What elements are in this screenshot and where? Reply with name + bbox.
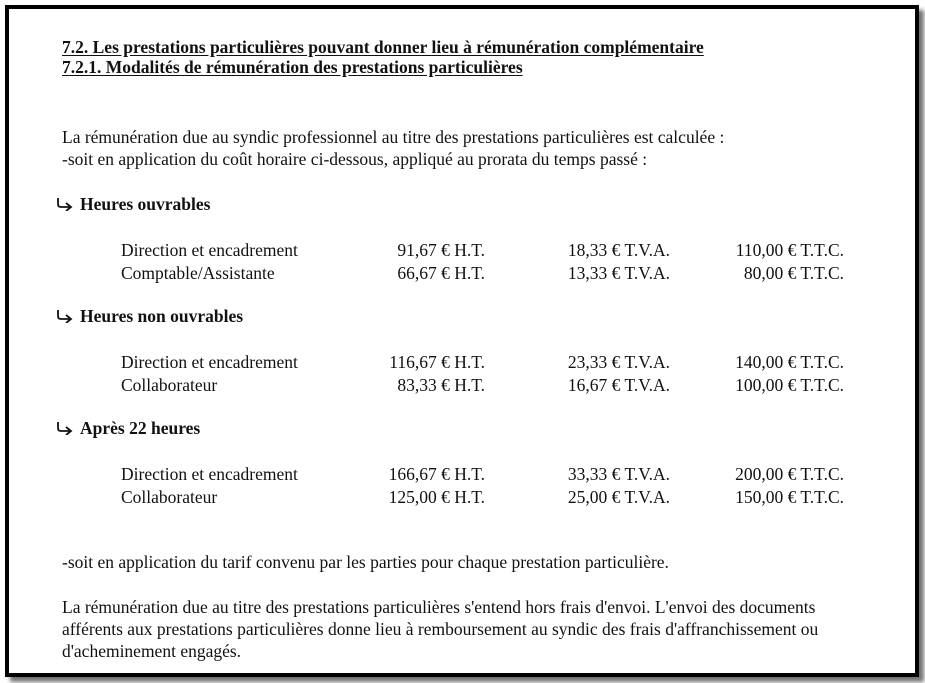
section-title-label: Après 22 heures xyxy=(80,418,201,438)
role-label: Direction et encadrement xyxy=(121,240,298,260)
section-title-label: Heures non ouvrables xyxy=(80,306,244,326)
intro-line-2: -soit en application du coût horaire ci-dessous, appliqué au prorata du temps passé : xyxy=(62,149,648,169)
table-row xyxy=(9,486,915,508)
closing-line-2: afférents aux prestations particulières donne lieu à remboursement au syndic des frais d'affranchissement ou xyxy=(62,619,819,639)
section-title-heures-ouvrables xyxy=(56,193,210,215)
section-title-apres-22-heures xyxy=(56,417,200,439)
price-ttc: 110,00 € T.T.C. xyxy=(735,240,844,260)
price-ttc: 80,00 € T.T.C. xyxy=(743,263,844,283)
document-page xyxy=(9,9,915,673)
sub-heading: 7.2.1. Modalités de rémunération des prestations particulières xyxy=(62,57,523,77)
role-label: Collaborateur xyxy=(121,375,218,395)
price-tva: 18,33 € T.V.A. xyxy=(567,240,670,260)
closing-line-1: La rémunération due au titre des prestations particulières s'entend hors frais d'envoi. L'envoi des documents xyxy=(62,597,816,617)
main-heading: 7.2. Les prestations particulières pouvant donner lieu à rémunération complémentaire xyxy=(62,37,704,57)
hook-arrow-icon xyxy=(56,197,74,211)
closing-line-3: d'acheminement engagés. xyxy=(62,641,242,661)
intro-line-1: La rémunération due au syndic professionnel au titre des prestations particulières est calculée : xyxy=(62,127,725,147)
role-label: Direction et encadrement xyxy=(121,352,298,372)
price-ht: 83,33 € H.T. xyxy=(397,375,485,395)
role-label: Collaborateur xyxy=(121,487,218,507)
price-ttc: 200,00 € T.T.C. xyxy=(735,464,844,484)
table-row xyxy=(9,262,915,284)
price-ht: 91,67 € H.T. xyxy=(397,240,485,260)
price-tva: 13,33 € T.V.A. xyxy=(567,263,670,283)
price-ht: 116,67 € H.T. xyxy=(389,352,485,372)
table-row xyxy=(9,351,915,373)
table-row xyxy=(9,463,915,485)
section-title-label: Heures ouvrables xyxy=(80,194,211,214)
document-frame xyxy=(5,5,919,677)
hook-arrow-icon xyxy=(56,421,74,435)
role-label: Comptable/Assistante xyxy=(121,263,275,283)
section-title-heures-non-ouvrables xyxy=(56,305,243,327)
alternative-paragraph: -soit en application du tarif convenu par les parties pour chaque prestation particulière. xyxy=(62,552,669,572)
price-ttc: 140,00 € T.T.C. xyxy=(735,352,844,372)
price-ht: 66,67 € H.T. xyxy=(397,263,485,283)
hook-arrow-icon xyxy=(56,309,74,323)
price-ttc: 100,00 € T.T.C. xyxy=(735,375,844,395)
price-ht: 125,00 € H.T. xyxy=(388,487,485,507)
price-ttc: 150,00 € T.T.C. xyxy=(735,487,844,507)
table-row xyxy=(9,239,915,261)
role-label: Direction et encadrement xyxy=(121,464,298,484)
price-ht: 166,67 € H.T. xyxy=(388,464,485,484)
price-tva: 16,67 € T.V.A. xyxy=(567,375,670,395)
price-tva: 23,33 € T.V.A. xyxy=(567,352,670,372)
table-row xyxy=(9,374,915,396)
price-tva: 25,00 € T.V.A. xyxy=(567,487,670,507)
price-tva: 33,33 € T.V.A. xyxy=(567,464,670,484)
